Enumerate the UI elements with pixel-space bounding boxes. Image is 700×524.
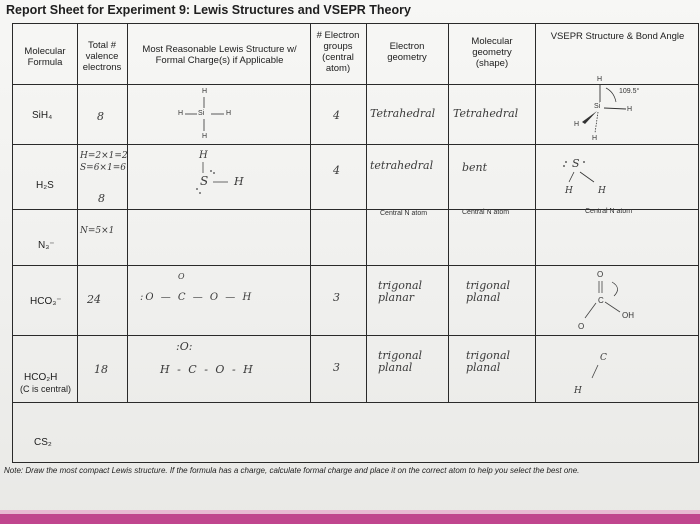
vsepr-hco3-o-top: O (597, 270, 604, 279)
valence-h2s: 8 (98, 192, 105, 205)
sub-label-mgeom: Central N atom (462, 209, 510, 216)
lewis-hco3-top: O (178, 272, 185, 281)
row-divider (12, 265, 699, 266)
sub-label-vsepr: Central N atom (585, 208, 633, 215)
vsepr-sih4-si: Si (594, 103, 601, 110)
lewis-hco3-chain: :O — C — O — H (140, 292, 254, 303)
valence-work-h2s-1: H=2×1=2 (80, 151, 128, 161)
egeom-hco3: trigonal planar (378, 279, 423, 304)
egeom-sih4: Tetrahedral (370, 107, 436, 120)
egeom-h2s: tetrahedral (370, 159, 434, 172)
header-groups: # Electron groups (central atom) (316, 30, 360, 74)
groups-sih4: 4 (333, 109, 340, 122)
col-divider (127, 23, 128, 403)
col-divider (77, 23, 78, 403)
col-divider (535, 23, 536, 403)
valence-hco2h: 18 (94, 363, 108, 376)
header-divider (12, 84, 699, 85)
lewis-sih4-left: H (178, 110, 184, 117)
row-divider (12, 462, 699, 463)
formula-hco2h-note: (C is central) (20, 384, 72, 394)
vsepr-hco2h-bonds (0, 0, 1, 1)
col-divider (366, 23, 367, 403)
valence-work-h2s-2: S=6×1=6 (80, 163, 126, 173)
table-border-top (12, 23, 699, 24)
formula-h2s: H₂S (36, 180, 54, 191)
lewis-hco2h-chain: H - C - O - H (160, 363, 255, 376)
mgeom-sih4: Tetrahedral (453, 107, 519, 120)
lewis-h2s-top: H (199, 150, 208, 161)
valence-hco3: 24 (87, 293, 101, 306)
page-title: Report Sheet for Experiment 9: Lewis Structures and VSEPR Theory (6, 3, 411, 17)
mgeom-hco2h: trigonal planal (466, 349, 511, 374)
header-mgeom: Molecular geometry (shape) (471, 36, 513, 69)
header-lewis: Most Reasonable Lewis Structure w/ Formal Charge(s) if Applicable (142, 44, 297, 66)
valence-work-n3: N=5×1 (80, 226, 115, 236)
row-divider (12, 144, 699, 145)
vsepr-sih4-h-bottom: H (592, 135, 598, 142)
formula-hco3: HCO₃⁻ (30, 296, 62, 307)
vsepr-h2s-s: S (572, 157, 580, 170)
row-divider (12, 335, 699, 336)
header-formula: Molecular Formula (24, 46, 66, 68)
groups-h2s: 4 (333, 164, 340, 177)
col-divider (310, 23, 311, 403)
vsepr-sih4-h-left: H (574, 121, 580, 128)
row-divider (12, 402, 699, 403)
vsepr-hco3-c: C (598, 296, 604, 305)
lewis-hco2h-top: :O: (176, 340, 193, 353)
groups-hco2h: 3 (333, 361, 340, 374)
formula-cs2: CS₂ (34, 437, 52, 448)
vsepr-hco2h-c: C (600, 353, 607, 363)
footnote: Note: Draw the most compact Lewis structure. If the formula has a charge, calculate formal charge and place it on the correct atom to help you select the best one. (4, 466, 580, 475)
sub-label-egeom: Central N atom (380, 210, 428, 217)
lewis-sih4-center: Si (198, 110, 205, 117)
lewis-h2s-right: H (234, 175, 244, 188)
mgeom-hco3: trigonal planal (466, 279, 511, 304)
header-vsepr: VSEPR Structure & Bond Angle (550, 31, 685, 42)
mgeom-h2s: bent (462, 161, 488, 174)
lewis-sih4-bottom: H (202, 133, 208, 140)
header-egeom: Electron geometry (387, 41, 427, 63)
col-divider (448, 23, 449, 403)
vsepr-angle-label: 109.5° (619, 88, 640, 95)
vsepr-hco2h-h: H (574, 386, 582, 396)
valence-sih4: 8 (97, 110, 104, 123)
groups-hco3: 3 (333, 291, 340, 304)
lewis-sih4-top: H (202, 88, 208, 95)
formula-hco2h: HCO₂H (24, 372, 58, 383)
vsepr-hco3-o-left: O (578, 322, 585, 331)
vsepr-h2s-h-right: H (598, 186, 606, 196)
header-valence: Total # valence electrons (82, 40, 122, 73)
lewis-sih4-right: H (226, 110, 232, 117)
col-divider (12, 23, 13, 463)
formula-n3: N₃⁻ (38, 240, 55, 251)
vsepr-sih4-h-right: H (627, 106, 633, 113)
bottom-border (0, 514, 700, 524)
vsepr-h2s-h-left: H (565, 186, 573, 196)
vsepr-sih4-h-top: H (597, 76, 603, 83)
formula-sih4: SiH₄ (32, 110, 53, 121)
lewis-h2s-center: S (200, 174, 209, 188)
vsepr-hco3-oh: OH (622, 311, 634, 320)
egeom-hco2h: trigonal planal (378, 349, 423, 374)
col-divider (698, 23, 699, 463)
